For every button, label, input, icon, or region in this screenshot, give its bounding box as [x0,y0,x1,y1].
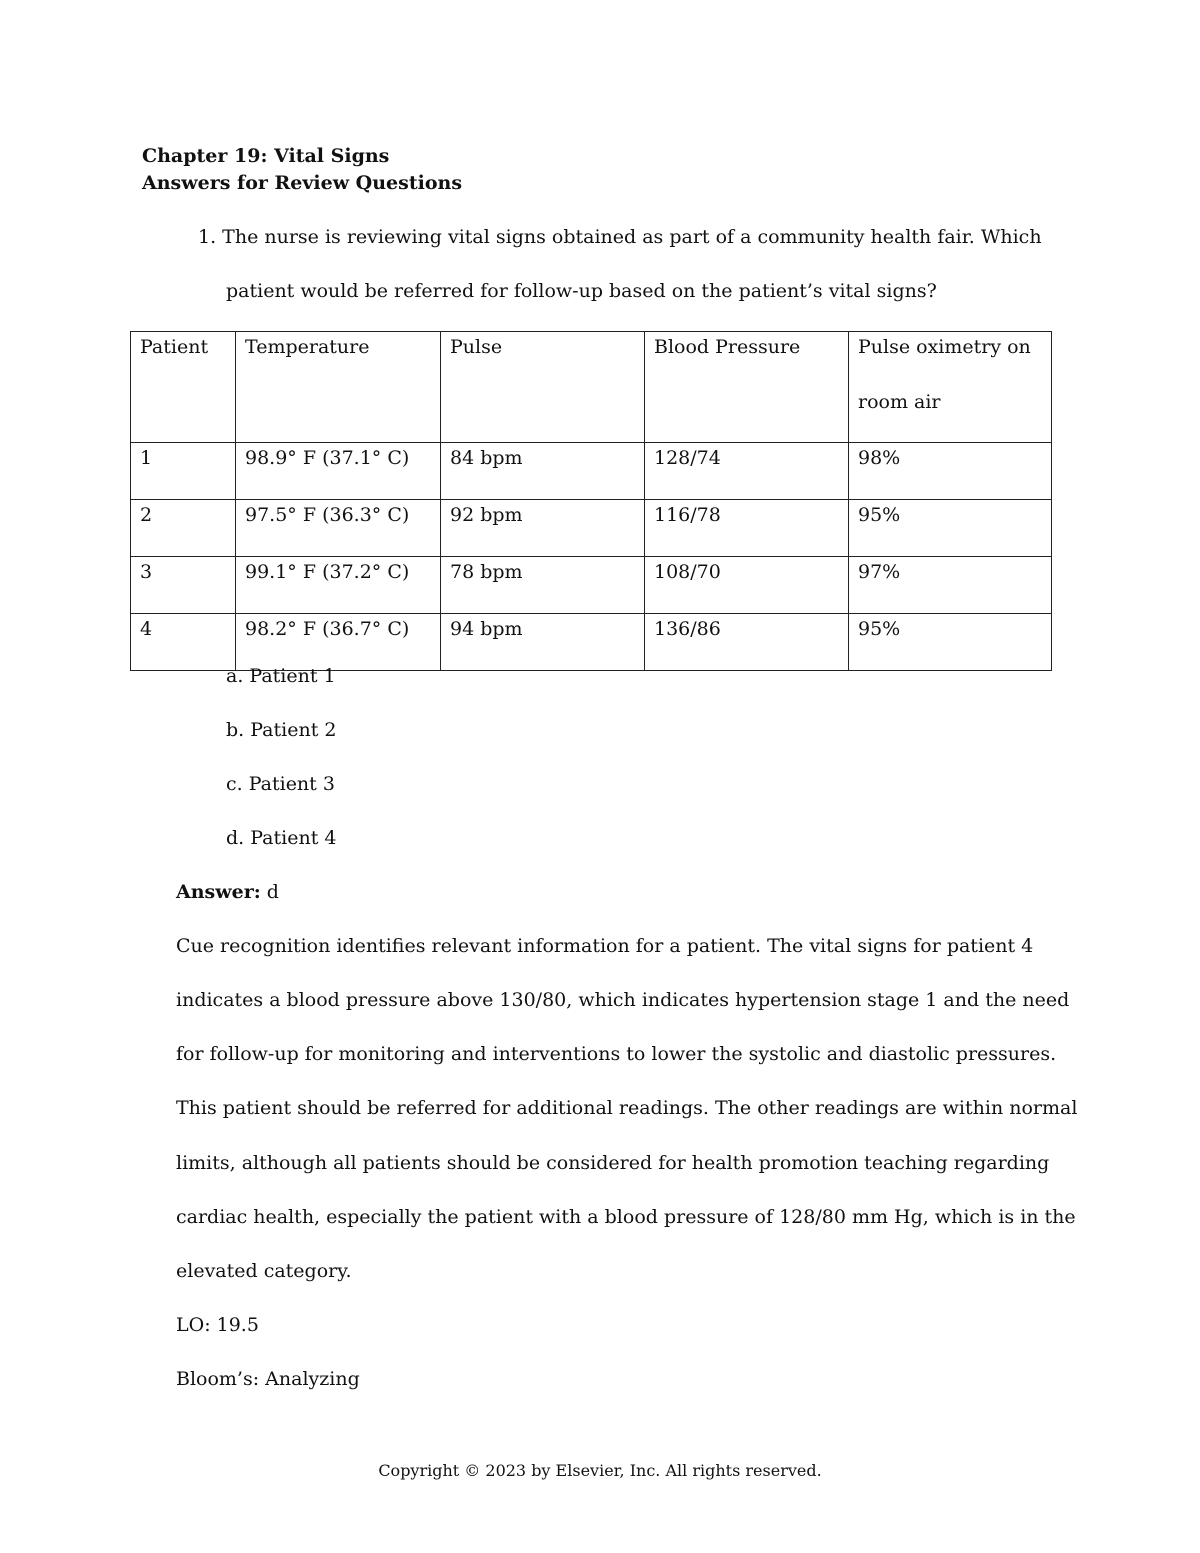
cell-temperature: 97.5° F (36.3° C) [236,500,441,557]
blooms-level: Bloom’s: Analyzing [176,1368,360,1390]
option-b: b. Patient 2 [226,719,337,741]
chapter-title: Chapter 19: Vital Signs [142,145,390,167]
cell-pulse-oximetry: 97% [849,557,1052,614]
learning-objective: LO: 19.5 [176,1314,259,1336]
option-c: c. Patient 3 [226,773,335,795]
section-title: Answers for Review Questions [142,172,463,194]
cell-pulse: 92 bpm [441,500,645,557]
rationale-line: elevated category. [176,1260,352,1282]
question-text-line-1: 1. The nurse is reviewing vital signs obtained as part of a community health fair. Which [198,226,1042,248]
cell-patient: 2 [131,500,236,557]
cell-patient: 3 [131,557,236,614]
option-a: a. Patient 1 [226,665,336,687]
header-pulse-oximetry [849,332,1052,443]
rationale-line: for follow-up for monitoring and interventions to lower the systolic and diastolic pressures. [176,1043,1057,1065]
cell-pulse-oximetry: 95% [849,500,1052,557]
table-row [131,443,1052,500]
header-temperature: Temperature [236,332,441,443]
vital-signs-table [130,331,1052,671]
rationale-line: Cue recognition identifies relevant information for a patient. The vital signs for patient 4 [176,935,1034,957]
copyright-footer: Copyright © 2023 by Elsevier, Inc. All rights reserved. [378,1461,822,1480]
rationale-line: indicates a blood pressure above 130/80, which indicates hypertension stage 1 and the need [176,989,1070,1011]
table-row [131,500,1052,557]
cell-pulse: 78 bpm [441,557,645,614]
table-row [131,557,1052,614]
header-pulse: Pulse [441,332,645,443]
cell-blood-pressure: 128/74 [645,443,849,500]
cell-temperature: 98.2° F (36.7° C) [236,614,441,671]
answer-label: Answer: [176,881,261,903]
rationale-line: cardiac health, especially the patient with a blood pressure of 128/80 mm Hg, which is in the [176,1206,1076,1228]
cell-blood-pressure: 108/70 [645,557,849,614]
cell-pulse-oximetry: 95% [849,614,1052,671]
rationale-line: limits, although all patients should be considered for health promotion teaching regarding [176,1152,1050,1174]
cell-pulse-oximetry: 98% [849,443,1052,500]
cell-pulse: 94 bpm [441,614,645,671]
table-row [131,614,1052,671]
cell-patient: 4 [131,614,236,671]
table-header-row [131,332,1052,443]
cell-blood-pressure: 116/78 [645,500,849,557]
header-pulse-oximetry-line-1: Pulse oximetry on [858,336,1031,358]
header-pulse-oximetry-line-2: room air [858,391,941,413]
cell-temperature: 98.9° F (37.1° C) [236,443,441,500]
cell-pulse: 84 bpm [441,443,645,500]
cell-blood-pressure: 136/86 [645,614,849,671]
cell-patient: 1 [131,443,236,500]
cell-temperature: 99.1° F (37.2° C) [236,557,441,614]
answer [176,879,279,905]
question-text-line-2: patient would be referred for follow-up based on the patient’s vital signs? [226,280,937,302]
header-blood-pressure: Blood Pressure [645,332,849,443]
rationale-line: This patient should be referred for additional readings. The other readings are within normal [176,1097,1078,1119]
answer-value: d [266,881,279,903]
header-patient: Patient [131,332,236,443]
option-d: d. Patient 4 [226,827,337,849]
